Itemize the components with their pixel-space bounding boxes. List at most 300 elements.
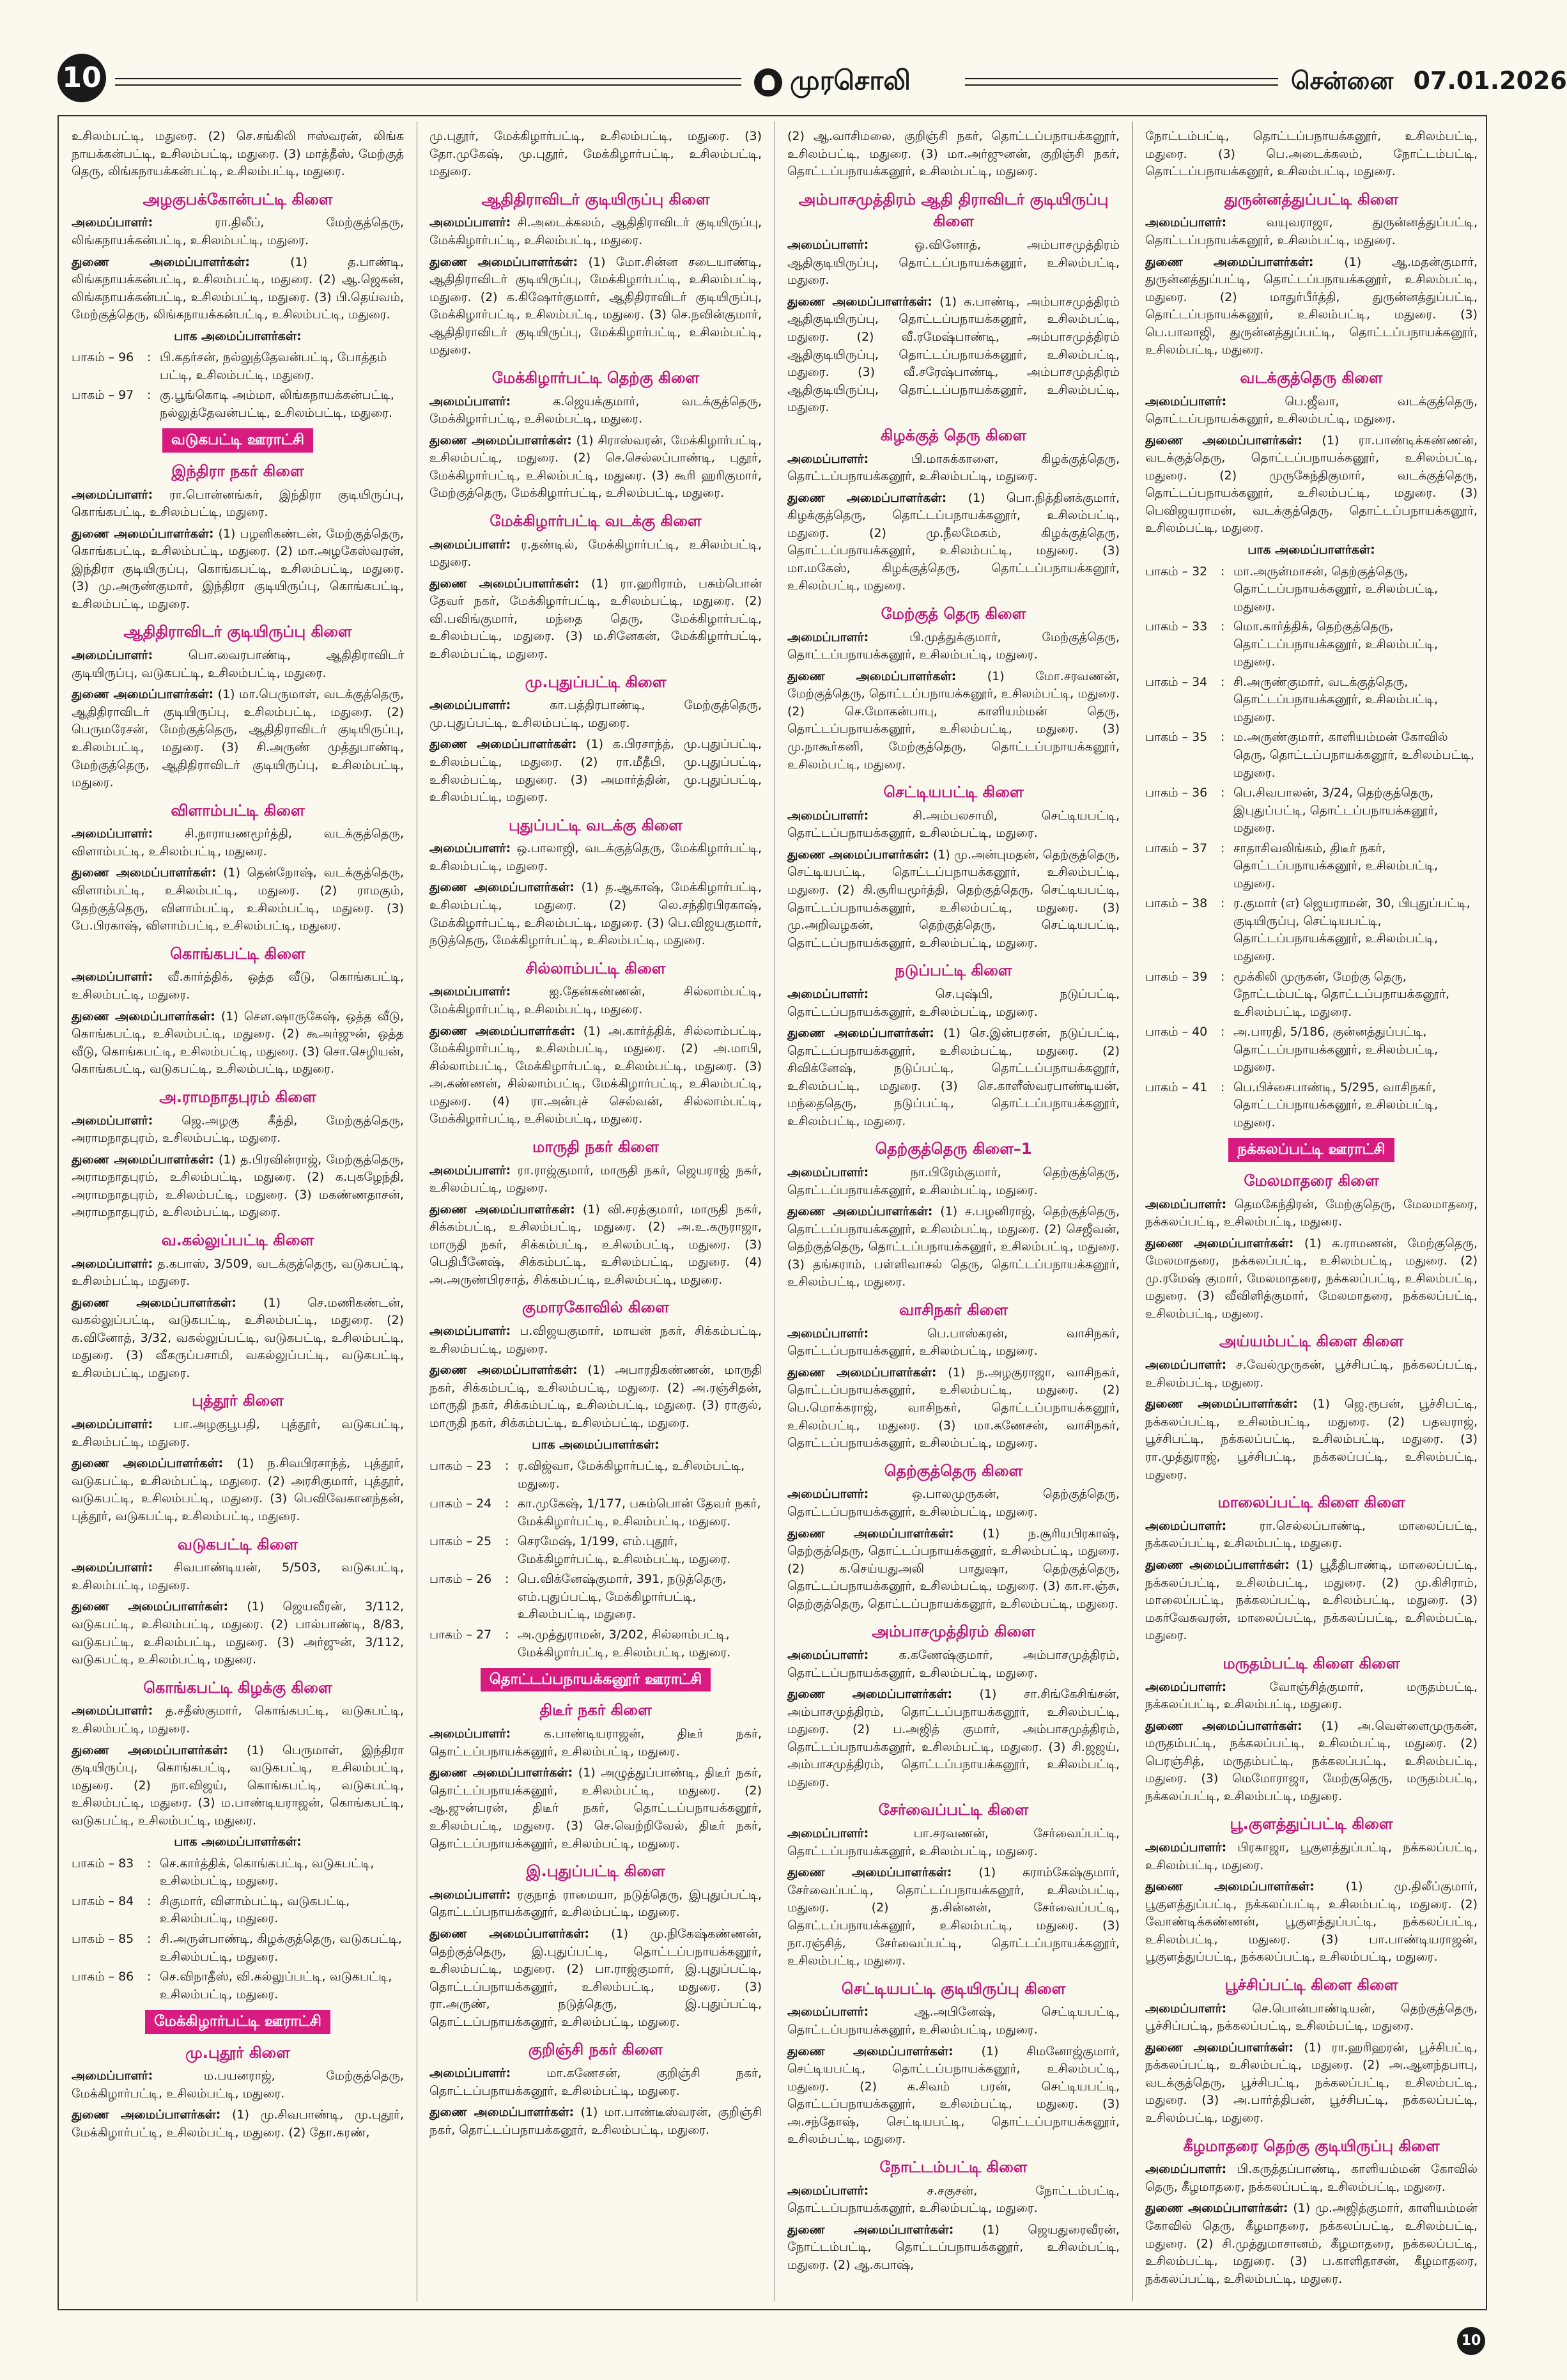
- role-label: துணை அமைப்பாளர்கள்:: [1145, 1718, 1302, 1733]
- branch-heading: மேற்குத் தெரு கிளை: [881, 604, 1026, 623]
- member-entry: [72, 1702, 404, 1738]
- member-entry: [72, 968, 404, 1004]
- booth-colon: :: [147, 1894, 151, 1908]
- booth-label: பாகம் – 39: [1145, 969, 1208, 984]
- booth-entry: [72, 1893, 404, 1928]
- booth-member: ர.குமார் (எ) ஜெயராமன், 30, பிபுதுப்பட்டி, குடியிருப்பு, செட்டியபட்டி, தொட்டப்பநாயக்கனூர், உசிலம்பட்டி, மதுரை.: [1233, 896, 1471, 964]
- member-text: (1) க.பிரசாந்த், மு.புதுப்பட்டி, உசிலம்பட்டி, மதுரை. (2) ரா.மீதீபி, மு.புதுப்பட்டி, உசிலம்பட்டி, மதுரை. (3) அமார்த்தின், மு.புதுப்பட்டி, உசிலம்பட்டி, மதுரை.: [429, 737, 762, 805]
- member-text: (1) செ.மணிகண்டன், வகல்லுப்பட்டி, வடுகபட்டி, உசிலம்பட்டி, மதுரை. (2) க.வினோத், 3/32, வகல்லுப்பட்டி, வடுகபட்டி, உசிலம்பட்டி, மதுரை. (3) வீகருப்பசாமி, வகல்லுப்பட்டி, வடுகபட்டி, உசிலம்பட்டி, மதுரை.: [72, 1295, 404, 1380]
- branch-heading: அழகுபக்கோன்பட்டி கிளை: [143, 190, 333, 208]
- branch-heading: கொங்கபட்டி கிளை: [170, 944, 305, 963]
- member-text: (1) த.பிரவின்ராஜ், மேற்குத்தெரு, அராமநாதபுரம், உசிலம்பட்டி, மதுரை. (2) க.புகழேந்தி, அராமநாதபுரம், உசிலம்பட்டி, மதுரை. (3) மகண்ணதாசன், அராமநாதபுரம், உசிலம்பட்டி, மதுரை.: [72, 1152, 404, 1220]
- member-entry: [787, 1364, 1120, 1452]
- member-entry: [787, 490, 1120, 595]
- member-entry: [787, 807, 1120, 843]
- member-entry: [1145, 1557, 1478, 1645]
- panchayat-name: மேக்கிழார்பட்டி ஊராட்சி: [145, 2010, 330, 2034]
- booth-label: பாகம் – 33: [1145, 619, 1208, 634]
- branch-heading: ஆதிதிராவிடர் குடியிருப்பு கிளை: [481, 190, 710, 208]
- member-text: வோஞ்சித்குமார், மருதம்பட்டி, நக்கலப்பட்டி, உசிலம்பட்டி, மதுரை.: [1145, 1679, 1478, 1712]
- member-text: (1) ஆ.மதன்குமார், துருன்னத்துப்பட்டி, தொட்டப்பநாயக்கனூர், உசிலம்பட்டி, மதுரை. (2) மாதுர்பீர்த்தி, துருன்னத்துப்பட்டி, தொட்டப்பநாயக்கனூர், உசிலம்பட்டி, மதுரை. (3) பெ.பாலாஜி, துருன்னத்துப்பட்டி, தொட்டப்பநாயக்கனூர், உசிலம்பட்டி, மதுரை.: [1145, 254, 1478, 357]
- text-column-1: [72, 128, 404, 2295]
- member-entry: [72, 1455, 404, 1525]
- role-label: துணை அமைப்பாளர்கள்:: [787, 1865, 952, 1880]
- member-text: ஜெ.அழகு கீத்தி, மேற்குத்தெரு, அராமநாதபுரம், உசிலம்பட்டி, மதுரை.: [72, 1113, 404, 1146]
- booth-entry: [1145, 674, 1478, 727]
- member-text: செ.பொன்பாண்டியன், தெற்குத்தெரு, பூச்சிப்பட்டி, நக்கலப்பட்டி, உசிலம்பட்டி, மதுரை.: [1145, 2001, 1478, 2034]
- booth-entry: [72, 349, 404, 384]
- member-entry: [429, 432, 762, 502]
- member-text: சி.அடைக்கலம், ஆதிதிராவிடர் குடியிருப்பு, மேக்கிழார்பட்டி, உசிலம்பட்டி, மதுரை.: [429, 215, 762, 247]
- booth-colon: :: [1221, 730, 1225, 745]
- column-divider: [1132, 121, 1133, 2301]
- member-text: பா.அழகுபூபதி, புத்தூர், வடுகபட்டி, உசிலம்பட்டி, மதுரை.: [72, 1417, 404, 1449]
- member-text: (1) அ.வெள்ளைமுருகன், மருதம்பட்டி, நக்கலப்பட்டி, உசிலம்பட்டி, மதுரை. (2) பெரஞ்சித், மருதம்பட்டி, நக்கலப்பட்டி, உசிலம்பட்டி, மதுரை. (3) மெமோராஜா, மேற்குதெரு, மருதம்பட்டி, நக்கலப்பட்டி, உசிலம்பட்டி, மதுரை.: [1145, 1718, 1478, 1803]
- member-text: ரா.பொன்னங்கர், இந்திரா குடியிருப்பு, கொங்கபட்டி, உசிலம்பட்டி, மதுரை.: [72, 487, 404, 520]
- member-text: (1) மு.நிகேஷ்கண்ணன், தெற்குத்தெரு, இ.புதுப்பட்டி, தொட்டப்பநாயக்கனூர், உசிலம்பட்டி, மதுரை. (2) பா.ராஜ்குமார், இ.புதுப்பட்டி, தொட்டப்பநாயக்கனூர், உசிலம்பட்டி, மதுரை. (3) ரா.அருண், நடுத்தெரு, இ.புதுப்பட்டி, தொட்டப்பநாயக்கனூர், உசிலம்பட்டி, மதுரை.: [429, 1926, 762, 2029]
- panchayat-banner: [72, 428, 404, 452]
- role-label: அமைப்பாளர்:: [429, 2066, 511, 2081]
- booth-label: பாகம் – 38: [1145, 896, 1208, 911]
- role-label: அமைப்பாளர்:: [72, 2069, 153, 2083]
- member-text: பெ.ஜீவா, வடக்குத்தெரு, தொட்டப்பநாயக்கனூர், உசிலம்பட்டி, மதுரை.: [1145, 394, 1478, 426]
- role-label: துணை அமைப்பாளர்கள்:: [429, 1023, 576, 1038]
- member-entry: [72, 1256, 404, 1291]
- role-label: அமைப்பாளர்:: [72, 1256, 153, 1271]
- member-text: (1) ரா.ஹரிராம், பசும்பொன் தேவர் நகர், மேக்கிழார்பட்டி, உசிலம்பட்டி, மதுரை. (2) வி.பவிங்குமார், மந்தை தெரு, மேக்கிழார்பட்டி, உசிலம்பட்டி, மதுரை. (3) ம.சினேகன், மேக்கிழார்பட்டி, உசிலம்பட்டி, மதுரை.: [429, 576, 762, 661]
- role-label: அமைப்பாளர்:: [1145, 1197, 1227, 1211]
- member-text: க.பாண்டியராஜன், திடீர் நகர், தொட்டப்பநாயக்கனூர், உசிலம்பட்டி, மதுரை.: [429, 1727, 762, 1759]
- role-label: துணை அமைப்பாளர்கள்:: [72, 2108, 221, 2122]
- member-entry: [72, 647, 404, 682]
- role-label: துணை அமைப்பாளர்கள்:: [429, 254, 578, 269]
- masthead-rule-left: [115, 78, 741, 86]
- branch-heading: தெற்குத்தெரு கிளை: [884, 1461, 1023, 1480]
- panchayat-name: வடுகபட்டி ஊராட்சி: [162, 428, 313, 452]
- booth-colon: :: [1221, 896, 1225, 911]
- booth-member: சி.அருண்குமார், வடக்குத்தெரு, தொட்டப்பநாயக்கனூர், உசிலம்பட்டி, மதுரை.: [1233, 674, 1439, 724]
- booth-colon: :: [505, 1628, 509, 1642]
- member-entry: [787, 629, 1120, 664]
- member-text: (1) ந.அழகுராஜா, வாசிநகர், தொட்டப்பநாயக்கனூர், உசிலம்பட்டி, மதுரை. (2) பெ.மொக்கராஜ், வாசிநகர், தொட்டப்பநாயக்கனூர், உசிலம்பட்டி, மதுரை. (3) மா.கணேசன், வாசிநகர், தொட்டப்பநாயக்கனூர், உசிலம்பட்டி, மதுரை.: [787, 1365, 1120, 1451]
- member-text: வீ.கார்த்திக், ஒத்த வீடு, கொங்கபட்டி, உசிலம்பட்டி, மதுரை.: [72, 970, 404, 1002]
- panchayat-banner: [1145, 1138, 1478, 1162]
- branch-heading: அய்யம்பட்டி கிளை கிளை: [1219, 1332, 1403, 1351]
- member-entry: [1145, 214, 1478, 249]
- role-label: துணை அமைப்பாளர்கள்:: [1145, 1879, 1315, 1894]
- role-label: துணை அமைப்பாளர்கள்:: [72, 687, 214, 702]
- member-text: செ.புஷ்பி, நடுப்பட்டி, தொட்டப்பநாயக்கனூர், உசிலம்பட்டி, மதுரை.: [787, 987, 1120, 1019]
- role-label: துணை அமைப்பாளர்கள்:: [429, 880, 575, 895]
- role-label: துணை அமைப்பாளர்கள்:: [429, 576, 580, 591]
- member-entry: [1145, 254, 1478, 359]
- role-label: அமைப்பாளர்:: [72, 487, 153, 502]
- branch-heading: மேக்கிழார்பட்டி வடக்கு கிளை: [490, 511, 702, 530]
- member-entry: [429, 1886, 762, 1922]
- booth-member: மா.அருள்மாசன், தெற்குத்தெரு, தொட்டப்பநாயக்கனூர், உசிலம்பட்டி, மதுரை.: [1233, 564, 1439, 614]
- role-label: துணை அமைப்பாளர்கள்:: [429, 1926, 589, 1941]
- booth-colon: :: [505, 1534, 509, 1549]
- member-text: (1) த.ஆகாஷ், மேக்கிழார்பட்டி, உசிலம்பட்டி, மதுரை. (2) லெ.சந்திரபிரகாஷ், மேக்கிழார்பட்டி, உசிலம்பட்டி, மதுரை. (3) பெ.விஜயகுமார், நடுத்தெரு, மேக்கிழார்பட்டி, உசிலம்பட்டி, மதுரை.: [429, 880, 762, 948]
- member-entry: [787, 451, 1120, 486]
- booth-entry: [1145, 1023, 1478, 1077]
- role-label: துணை அமைப்பாளர்கள்:: [72, 1456, 224, 1471]
- continued-text: மு.புதூர், மேக்கிழார்பட்டி, உசிலம்பட்டி, மதுரை. (3) தோ.முகேஷ், மு.புதூர், மேக்கிழார்பட்டி, உசிலம்பட்டி, மதுரை.: [429, 129, 762, 179]
- booth-label: பாகம் – 26: [429, 1572, 492, 1587]
- member-entry: [1145, 1679, 1478, 1714]
- member-text: (1) மா.பெருமாள், வடக்குத்தெரு, ஆதிதிராவிடர் குடியிருப்பு, உசிலம்பட்டி, மதுரை. (2) பெருமரேசன், மேற்குத்தெரு, ஆதிதிராவிடர் குடியிருப்பு, உசிலம்பட்டி, மதுரை. (3) சி.அருண் முத்துபாண்டி, மேற்குத்தெரு, ஆதிதிராவிடர் குடியிருப்பு, உசிலம்பட்டி, மதுரை.: [72, 687, 404, 790]
- booth-label: பாகம் – 83: [72, 1856, 134, 1871]
- booth-entry: [72, 387, 404, 422]
- role-label: துணை அமைப்பாளர்கள்:: [429, 433, 572, 447]
- member-entry: [429, 1362, 762, 1432]
- branch-heading: வாசிநகர் கிளை: [899, 1301, 1008, 1319]
- branch-heading: மு.புதுப்பட்டி கிளை: [525, 673, 667, 691]
- member-entry: [787, 1025, 1120, 1130]
- branch-heading: குமாரகோவில் கிளை: [522, 1298, 669, 1317]
- role-label: அமைப்பாளர்:: [1145, 394, 1227, 408]
- member-entry: [787, 2182, 1120, 2218]
- member-text: (1) பூதீதிபாண்டி, மாலைப்பட்டி, நக்கலப்பட்டி, உசிலம்பட்டி, மதுரை. (2) மு.கிசிராம், மாலைப்பட்டி, நக்கலப்பட்டி, உசிலம்பட்டி, மதுரை. (3) மகர்வேசுவரன், மாலைப்பட்டி, நக்கலப்பட்டி, உசிலம்பட்டி, மதுரை.: [1145, 1557, 1478, 1643]
- member-text: ம.பயனராஜ், மேற்குத்தெரு, மேக்கிழார்பட்டி, உசிலம்பட்டி, மதுரை.: [72, 2069, 404, 2101]
- member-entry: [72, 254, 404, 324]
- booth-colon: :: [1221, 841, 1225, 855]
- booth-entry: [1145, 729, 1478, 782]
- booth-entry: [1145, 563, 1478, 616]
- booth-entry: [72, 1931, 404, 1966]
- member-entry: [429, 1201, 762, 1289]
- member-text: சி.நாராயணமூர்த்தி, வடக்குத்தெரு, விளாம்பட்டி, உசிலம்பட்டி, மதுரை.: [72, 827, 404, 859]
- member-entry: [787, 668, 1120, 774]
- booth-colon: :: [147, 388, 151, 403]
- member-text: (1) த.பாண்டி, லிங்கநாயக்கன்பட்டி, உசிலம்பட்டி, மதுரை. (2) ஆ.ஜெகன், லிங்கநாயக்கன்பட்டி, உசிலம்பட்டி, மதுரை. (3) பி.தெய்வம், மேற்குத்தெரு, லிங்கநாயக்கன்பட்டி, உசிலம்பட்டி, மதுரை.: [72, 254, 405, 322]
- member-text: (1) அபாரதிகண்ணன், மாருதி நகர், சிக்கம்பட்டி, உசிலம்பட்டி, மதுரை. (2) அ.ரஞ்சிதன், மாருதி நகர், சிக்கம்பட்டி, உசிலம்பட்டி, மதுரை. (3) ராகுல், மாருதி நகர், சிக்கம்பட்டி, உசிலம்பட்டி, மதுரை.: [429, 1363, 762, 1430]
- section-subheading: பாக அமைப்பாளர்கள்:: [1247, 542, 1375, 557]
- masthead: [58, 50, 1567, 107]
- member-text: த.கபாஸ், 3/509, வடக்குத்தெரு, வடுகபட்டி, உசிலம்பட்டி, மதுரை.: [72, 1256, 404, 1289]
- role-label: அமைப்பாளர்:: [72, 970, 153, 984]
- role-label: அமைப்பாளர்:: [72, 1417, 153, 1432]
- role-label: அமைப்பாளர்:: [429, 841, 511, 856]
- branch-heading: இந்திரா நகர் கிளை: [171, 462, 304, 480]
- branch-heading: வடக்குத்தெரு கிளை: [1240, 368, 1383, 387]
- member-text: (1) வி.சரத்குமார், மாருதி நகர், சிக்கம்பட்டி, உசிலம்பட்டி, மதுரை. (2) அ.உ.கருராஜா, மாருதி நகர், சிக்கம்பட்டி, உசிலம்பட்டி, மதுரை. (3) பெதிபீனேஷ், சிக்கம்பட்டி, உசிலம்பட்டி, மதுரை. (4) அ.அருண்பிரசாத், சிக்கம்பட்டி, உசிலம்பட்டி, மதுரை.: [429, 1202, 762, 1287]
- role-label: அமைப்பாளர்:: [429, 984, 511, 999]
- booth-member: பெ.விக்னேஷ்குமார், 391, நடுத்தெரு, எம்.புதுப்பட்டி, மேக்கிழார்பட்டி, உசிலம்பட்டி, மதுரை.: [518, 1572, 727, 1622]
- branch-heading: சில்லாம்பட்டி கிளை: [525, 959, 666, 977]
- role-label: அமைப்பாளர்:: [1145, 1679, 1227, 1694]
- member-entry: [1145, 1718, 1478, 1806]
- panchayat-name: தொட்டப்பநாயக்கனூர் ஊராட்சி: [481, 1668, 711, 1692]
- member-entry: [429, 214, 762, 249]
- booth-member: கு.பூங்கொடி அம்மா, லிங்கநாயக்கன்பட்டி, நல்லுத்தேவன்பட்டி, உசிலம்பட்டி, மதுரை.: [160, 388, 394, 420]
- member-text: மா.கணேசன், குறிஞ்சி நகர், தொட்டப்பநாயக்கனூர், உசிலம்பட்டி, மதுரை.: [429, 2066, 762, 2098]
- booth-label: பாகம் – 35: [1145, 730, 1208, 745]
- role-label: துணை அமைப்பாளர்கள்:: [72, 866, 217, 880]
- member-entry: [1145, 1357, 1478, 1392]
- branch-heading: மு.புதூர் கிளை: [185, 2043, 290, 2062]
- role-label: அமைப்பாளர்:: [72, 648, 153, 663]
- dateline: [1291, 56, 1567, 105]
- member-entry: [72, 825, 404, 860]
- member-text: (1) ஜெயவீரன், 3/112, வடுகபட்டி, உசிலம்பட்டி, மதுரை. (2) பால்பாண்டி, 8/83, வடுகபட்டி, உசிலம்பட்டி, மதுரை. (3) அர்ஜுன், 3/112, வடுகபட்டி, உசிலம்பட்டி, மதுரை.: [72, 1599, 404, 1667]
- member-text: பொ.வைரபாண்டி, ஆதிதிராவிடர் குடியிருப்பு, வடுகபட்டி, உசிலம்பட்டி, மதுரை.: [72, 648, 405, 680]
- branch-heading: வடுகபட்டி கிளை: [177, 1535, 298, 1553]
- member-entry: [787, 1486, 1120, 1521]
- booth-member: செ.கார்த்திக், கொங்கபட்டி, வடுகபட்டி, உசிலம்பட்டி, மதுரை.: [160, 1856, 374, 1888]
- member-text: ஒ.வினோத், அம்பாசமுத்திரம் ஆதிகுடியிருப்பு, தொட்டப்பநாயக்கனூர், உசிலம்பட்டி, மதுரை.: [787, 238, 1120, 288]
- member-entry: [787, 2221, 1120, 2275]
- role-label: அமைப்பாளர்:: [787, 630, 869, 644]
- booth-label: பாகம் – 27: [429, 1628, 492, 1642]
- role-label: துணை அமைப்பாளர்கள்:: [787, 2222, 954, 2237]
- member-entry: [72, 2067, 404, 2103]
- member-text: ரா.திலீப், மேற்குத்தெரு, லிங்கநாயக்கன்பட்டி, உசிலம்பட்டி, மதுரை.: [72, 215, 404, 247]
- text-column-4: [1145, 128, 1478, 2295]
- booth-colon: :: [1221, 786, 1225, 800]
- booth-label: பாகம் – 24: [429, 1497, 492, 1511]
- continued-text: (2) ஆ.வாசிமலை, குறிஞ்சி நகர், தொட்டப்பநாயக்கனூர், உசிலம்பட்டி, மதுரை. (3) மா.அர்ஜுனன், குறிஞ்சி நகர், தொட்டப்பநாயக்கனூர், உசிலம்பட்டி, மதுரை.: [787, 129, 1120, 179]
- member-entry: [429, 536, 762, 572]
- role-label: துணை அமைப்பாளர்கள்:: [1145, 1397, 1298, 1412]
- role-label: அமைப்பாளர்:: [787, 808, 869, 823]
- member-entry: [787, 1686, 1120, 1791]
- member-text: (1) பெருமாள், இந்திரா குடியிருப்பு, கொங்கபட்டி, வடுகபட்டி, உசிலம்பட்டி, மதுரை. (2) நா.விஜய், கொங்கபட்டி, வடுகபட்டி, உசிலம்பட்டி, மதுரை. (3) ம.பாண்டியராஜன், கொங்கபட்டி, வடுகபட்டி, உசிலம்பட்டி, மதுரை.: [72, 1743, 404, 1828]
- role-label: அமைப்பாளர்:: [429, 698, 511, 713]
- role-label: அமைப்பாளர்:: [787, 1165, 869, 1180]
- member-text: (1) ச.பழனிராஜ், தெற்குத்தெரு, தொட்டப்பநாயக்கனூர், உசிலம்பட்டி, மதுரை. (2) செஜீவன், தெற்குத்தெரு, தொட்டப்பநாயக்கனூர், உசிலம்பட்டி, மதுரை. (3) தங்கராம், பள்ளிவாசல் தெரு, தொட்டப்பநாயக்கனூர், உசிலம்பட்டி, மதுரை.: [787, 1204, 1120, 1289]
- booth-label: பாகம் – 36: [1145, 786, 1208, 800]
- member-entry: [72, 1598, 404, 1668]
- member-entry: [1145, 432, 1478, 538]
- member-entry: [1145, 2200, 1478, 2288]
- branch-heading: கீழமாதரை தெற்கு குடியிருப்பு கிளை: [1183, 2136, 1440, 2155]
- member-entry: [1145, 1196, 1478, 1231]
- branch-heading: குறிஞ்சி நகர் கிளை: [528, 2041, 663, 2059]
- member-entry: [72, 486, 404, 522]
- role-label: அமைப்பாளர்:: [787, 1648, 869, 1663]
- role-label: அமைப்பாளர்:: [787, 987, 869, 1002]
- member-text: (1) ரா.ஹரிஹரன், பூச்சிபட்டி, நக்கலப்பட்டி, உசிலம்பட்டி, மதுரை. (2) அ.ஆனந்தபாபு, வடக்குத்தெரு, பூச்சிபட்டி, நக்கலப்பட்டி, உசிலம்பட்டி, மதுரை. (3) அ.பார்த்திபன், பூச்சிபட்டி, நக்கலப்பட்டி, உசிலம்பட்டி, மதுரை.: [1145, 2040, 1478, 2126]
- branch-heading: மாருதி நகர் கிளை: [532, 1137, 659, 1156]
- member-text: ஐ.தேன்கண்ணன், சில்லாம்பட்டி, மேக்கிழார்பட்டி, உசிலம்பட்டி, மதுரை.: [429, 984, 762, 1017]
- booth-label: பாகம் – 40: [1145, 1025, 1208, 1039]
- member-text: பெ.பாஸ்கரன், வாசிநகர், தொட்டப்பநாயக்கனூர், உசிலம்பட்டி, மதுரை.: [787, 1326, 1120, 1358]
- member-text: (1) மு.அஜித்குமார், காளியம்மன் கோவில் தெரு, கீழமாதரை, நக்கலப்பட்டி, உசிலம்பட்டி, மதுரை. (2) சி.முத்துமாசானம், கீழமாதரை, நக்கலப்பட்டி, உசிலம்பட்டி, மதுரை. (3) ப.காளிதாசன், கீழமாதரை, நக்கலப்பட்டி, உசிலம்பட்டி, மதுரை.: [1145, 2201, 1478, 2286]
- member-entry: [1145, 1396, 1478, 1484]
- member-entry: [429, 393, 762, 428]
- member-text: ர.தண்டில், மேக்கிழார்பட்டி, உசிலம்பட்டி, மதுரை.: [429, 537, 762, 570]
- booth-entry: [72, 1855, 404, 1890]
- role-label: அமைப்பாளர்:: [787, 1487, 869, 1502]
- booth-colon: :: [505, 1572, 509, 1587]
- booth-colon: :: [147, 1970, 151, 1984]
- booth-colon: :: [1221, 1025, 1225, 1039]
- branch-heading: மருதம்பட்டி கிளை கிளை: [1223, 1654, 1400, 1672]
- booth-entry: [429, 1533, 762, 1568]
- member-text: (1) மோ.சின்ன சடையாண்டி, ஆதிதிராவிடர் குடியிருப்பு, மேக்கிழார்பட்டி, உசிலம்பட்டி, மதுரை. (2) க.கிஷோர்குமார், ஆதிதிராவிடர் குடியிருப்பு, மேக்கிழார்பட்டி, உசிலம்பட்டி, மதுரை. (3) செ.நவின்குமார், ஆதிதிராவிடர் குடியிருப்பு, மேக்கிழார்பட்டி, உசிலம்பட்டி, மதுரை.: [429, 254, 762, 357]
- booth-member: கா.முகேஷ், 1/177, பசும்பொன் தேவர் நகர், மேக்கிழார்பட்டி, உசிலம்பட்டி, மதுரை.: [518, 1497, 761, 1528]
- branch-heading: கிழக்குத் தெரு கிளை: [880, 426, 1027, 444]
- member-text: பி.முத்துக்குமார், மேற்குத்தெரு, தொட்டப்பநாயக்கனூர், உசிலம்பட்டி, மதுரை.: [787, 630, 1120, 662]
- role-label: துணை அமைப்பாளர்கள்:: [72, 254, 250, 269]
- booth-entry: [72, 1968, 404, 2003]
- role-label: அமைப்பாளர்:: [72, 1113, 153, 1128]
- role-label: அமைப்பாளர்:: [787, 1826, 869, 1841]
- booth-colon: :: [1221, 674, 1225, 689]
- section-subheading: பாக அமைப்பாளர்கள்:: [532, 1437, 660, 1452]
- branch-heading: மேலமாதரை கிளை: [1244, 1171, 1379, 1190]
- role-label: அமைப்பாளர்:: [429, 215, 511, 230]
- member-entry: [429, 697, 762, 732]
- member-entry: [429, 575, 762, 664]
- role-label: துணை அமைப்பாளர்கள்:: [1145, 2201, 1288, 2216]
- member-text: ரகுநாத் ராமையா, நடுத்தெரு, இபுதுப்பட்டி, தொட்டப்பநாயக்கனூர், உசிலம்பட்டி, மதுரை.: [429, 1887, 762, 1920]
- booth-colon: :: [1221, 619, 1225, 634]
- role-label: துணை அமைப்பாளர்கள்:: [72, 1009, 215, 1023]
- booth-member: ம.அருண்குமார், காளியம்மன் கோவில் தெரு, தொட்டப்பநாயக்கனூர், உசிலம்பட்டி, மதுரை.: [1233, 730, 1474, 780]
- member-entry: [429, 2104, 762, 2139]
- branch-heading: புத்தூர் கிளை: [192, 1392, 284, 1410]
- member-text: க.ஜெயக்குமார், வடக்குத்தெரு, மேக்கிழார்பட்டி, உசிலம்பட்டி, மதுரை.: [429, 394, 762, 426]
- member-entry: [1145, 393, 1478, 428]
- member-entry: [787, 1325, 1120, 1360]
- booth-entry: [429, 1626, 762, 1661]
- role-label: துணை அமைப்பாளர்கள்:: [72, 526, 214, 541]
- member-text: சிவபாண்டியன், 5/503, வடுகபட்டி, உசிலம்பட்டி, மதுரை.: [72, 1560, 404, 1592]
- member-text: (1) செள.ஷாருகேஷ், ஒத்த வீடு, கொங்கபட்டி, உசிலம்பட்டி, மதுரை. (2) கூஅர்ஜுன், ஒத்த வீடு, கொங்கபட்டி, உசிலம்பட்டி, மதுரை. (3) சொ.செழியன், கொங்கபட்டி, வடுகபட்டி, உசிலம்பட்டி, மதுரை.: [72, 1009, 404, 1077]
- role-label: அமைப்பாளர்:: [72, 1560, 153, 1575]
- member-text: த.சதீஸ்குமார், கொங்கபட்டி, வடுகபட்டி, உசிலம்பட்டி, மதுரை.: [72, 1704, 404, 1736]
- role-label: துணை அமைப்பாளர்கள்:: [72, 1743, 228, 1757]
- role-label: அமைப்பாளர்:: [1145, 1840, 1227, 1855]
- booth-colon: :: [505, 1497, 509, 1511]
- member-text: ப.விஜயகுமார், மாயன் நகர், சிக்கம்பட்டி, உசிலம்பட்டி, மதுரை.: [429, 1324, 762, 1356]
- member-text: வயுவராஜா, துருன்னத்துப்பட்டி, தொட்டப்பநாயக்கனூர், உசிலம்பட்டி, மதுரை.: [1145, 215, 1478, 247]
- role-label: துணை அமைப்பாளர்கள்:: [787, 490, 947, 505]
- sun-logo-icon: [754, 68, 782, 97]
- member-entry: [72, 1295, 404, 1383]
- role-label: துணை அமைப்பாளர்கள்:: [429, 1363, 578, 1378]
- booth-label: பாகம் – 96: [72, 350, 134, 365]
- branch-heading: புதுப்பட்டி வடக்கு கிளை: [509, 816, 683, 834]
- booth-label: பாகம் – 34: [1145, 674, 1208, 689]
- booth-label: பாகம் – 25: [429, 1534, 492, 1549]
- role-label: துணை அமைப்பாளர்கள்:: [787, 669, 957, 683]
- branch-heading: நடுப்பட்டி கிளை: [895, 961, 1012, 980]
- role-label: அமைப்பாளர்:: [429, 537, 511, 552]
- member-entry: [72, 1151, 404, 1222]
- panchayat-banner: [72, 2010, 404, 2034]
- branch-heading: அ.ராமநாதபுரம் கிளை: [159, 1087, 316, 1106]
- masthead-rule-right: [965, 78, 1278, 86]
- member-text: ஒ.பாலாஜி, வடக்குத்தெரு, மேக்கிழார்பட்டி, உசிலம்பட்டி, மதுரை.: [429, 841, 762, 873]
- branch-heading: விளாம்பட்டி கிளை: [171, 801, 305, 820]
- member-text: (1) கராம்கேஷ்குமார், சேர்வைப்பட்டி, தொட்டப்பநாயக்கனூர், உசிலம்பட்டி, மதுரை. (2) த.சின்னன், சேர்வைப்பட்டி, தொட்டப்பநாயக்கனூர், உசிலம்பட்டி, மதுரை. (3) நா.ரஞ்சித், சேர்வைப்பட்டி, தொட்டப்பநாயக்கனூர், உசிலம்பட்டி, மதுரை.: [787, 1865, 1120, 1968]
- booth-colon: :: [1221, 564, 1225, 579]
- role-label: துணை அமைப்பாளர்கள்:: [72, 1599, 229, 1614]
- role-label: அமைப்பாளர்:: [429, 1163, 511, 1178]
- booth-colon: :: [1221, 1080, 1225, 1094]
- member-text: பிரகாஜா, பூகுளத்துப்பட்டி, நக்கலப்பட்டி, உசிலம்பட்டி, மதுரை.: [1145, 1840, 1478, 1872]
- role-label: அமைப்பாளர்:: [1145, 2001, 1227, 2016]
- member-text: பா.சரவணன், சேர்வைப்பட்டி, தொட்டப்பநாயக்கனூர், உசிலம்பட்டி, மதுரை.: [787, 1826, 1120, 1858]
- footer-page-number: 10: [1457, 2327, 1485, 2355]
- branch-heading: இ.புதுப்பட்டி கிளை: [526, 1862, 665, 1881]
- role-label: துணை அமைப்பாளர்கள்:: [1145, 1557, 1290, 1572]
- booth-label: பாகம் – 32: [1145, 564, 1208, 579]
- issue-date: 07.01.2026: [1413, 66, 1567, 95]
- member-text: (1) அ.கார்த்திக், சில்லாம்பட்டி, மேக்கிழார்பட்டி, உசிலம்பட்டி, மதுரை. (2) அ.மாபி, சில்லாம்பட்டி, மேக்கிழார்பட்டி, உசிலம்பட்டி, மதுரை. (3) அ.கண்ணன், சில்லாம்பட்டி, மேக்கிழார்பட்டி, உசிலம்பட்டி, மதுரை. (4) ரா.அன்புச் செல்வன், சில்லாம்பட்டி, மேக்கிழார்பட்டி, உசிலம்பட்டி, மதுரை.: [429, 1023, 762, 1126]
- role-label: அமைப்பாளர்:: [429, 1324, 511, 1339]
- booth-member: செ.விநாதீஸ், வி.கல்லுப்பட்டி, வடுகபட்டி, உசிலம்பட்டி, மதுரை.: [160, 1970, 392, 2002]
- member-entry: [1145, 2000, 1478, 2035]
- role-label: துணை அமைப்பாளர்கள்:: [429, 1202, 575, 1217]
- member-entry: [429, 1162, 762, 1197]
- role-label: அமைப்பாளர்:: [429, 1887, 511, 1902]
- member-entry: [429, 736, 762, 806]
- member-text: நா.பிரேம்குமார், தெற்குத்தெரு, தொட்டப்பநாயக்கனூர், உசிலம்பட்டி, மதுரை.: [787, 1165, 1120, 1197]
- member-entry: [787, 846, 1120, 952]
- member-text: (1) மா.பாண்டீஸ்வரன், குறிஞ்சி நகர், தொட்டப்பநாயக்கனூர், உசிலம்பட்டி, மதுரை.: [429, 2105, 762, 2137]
- member-entry: [787, 293, 1120, 417]
- section-subheading: பாக அமைப்பாளர்கள்:: [174, 329, 302, 343]
- member-text: சி.அம்பலசாமி, செட்டியபட்டி, தொட்டப்பநாயக்கனூர், உசிலம்பட்டி, மதுரை.: [787, 808, 1120, 841]
- branch-heading: திடீர் நகர் கிளை: [539, 1701, 652, 1720]
- role-label: அமைப்பாளர்:: [72, 827, 153, 841]
- booth-entry: [1145, 618, 1478, 671]
- branch-heading: பூச்சிப்பட்டி கிளை கிளை: [1224, 1975, 1398, 1994]
- role-label: அமைப்பாளர்:: [72, 215, 153, 230]
- member-entry: [429, 840, 762, 875]
- branch-heading: மேக்கிழார்பட்டி தெற்கு கிளை: [491, 368, 700, 387]
- role-label: துணை அமைப்பாளர்கள்:: [429, 737, 577, 752]
- role-label: அமைப்பாளர்:: [1145, 1518, 1227, 1533]
- member-entry: [72, 686, 404, 791]
- role-label: அமைப்பாளர்:: [787, 1326, 869, 1341]
- booth-member: பெ.பிச்சைபாண்டி, 5/295, வாசிநகர், தொட்டப்பநாயக்கனூர், உசிலம்பட்டி, மதுரை.: [1233, 1080, 1439, 1130]
- booth-member: மூக்கிலி முருகன், மேற்கு தெரு, நோட்டம்பட்டி, தொட்டப்பநாயக்கனூர், உசிலம்பட்டி, மதுரை.: [1233, 969, 1450, 1019]
- member-text: (1) ரா.பாண்டிக்கண்ணன், வடக்குத்தெரு, தொட்டப்பநாயக்கனூர், உசிலம்பட்டி, மதுரை. (2) முருகேந்திகுமார், வடக்குத்தெரு, தொட்டப்பநாயக்கனூர், உசிலம்பட்டி, மதுரை. (3) பெவிஜயராமன், வடக்குத்தெரு, தொட்டப்பநாயக்கனூர், உசிலம்பட்டி, மதுரை.: [1145, 433, 1478, 536]
- role-label: துணை அமைப்பாளர்கள்:: [1145, 254, 1314, 269]
- member-entry: [1145, 1839, 1478, 1874]
- page-number-badge: 10: [58, 54, 106, 102]
- branch-heading: அம்பாசமுத்திரம் ஆதி திராவிடர் குடியிருப்பு கிளை: [798, 190, 1109, 231]
- member-text: (1) சா.சிங்கேசிங்சன், அம்பாசமுத்திரம், தொட்டப்பநாயக்கனூர், உசிலம்பட்டி, மதுரை. (2) ப.அஜித் குமார், அம்பாசமுத்திரம், தொட்டப்பநாயக்கனூர், உசிலம்பட்டி, மதுரை. (3) சி.ஜஜய், அம்பாசமுத்திரம், தொட்டப்பநாயக்கனூர், உசிலம்பட்டி, மதுரை.: [787, 1687, 1120, 1789]
- role-label: துணை அமைப்பாளர்கள்:: [1145, 433, 1303, 447]
- member-entry: [787, 1164, 1120, 1199]
- booth-entry: [429, 1571, 762, 1624]
- member-text: (1) சிமனோஜ்குமார், செட்டியபட்டி, தொட்டப்பநாயக்கனூர், உசிலம்பட்டி, மதுரை. (2) க.சிவம் பரன், செட்டியபட்டி, தொட்டப்பநாயக்கனூர், உசிலம்பட்டி, மதுரை. (3) அ.சந்தோஷ், செட்டியபட்டி, தொட்டப்பநாயக்கனூர், உசிலம்பட்டி, மதுரை.: [787, 2044, 1120, 2147]
- member-entry: [787, 2043, 1120, 2149]
- member-text: ச.வேல்முருகன், பூச்சிபட்டி, நக்கலப்பட்டி, உசிலம்பட்டி, மதுரை.: [1145, 1358, 1478, 1390]
- role-label: துணை அமைப்பாளர்கள்:: [787, 1687, 953, 1702]
- member-text: கா.பத்திரபாண்டி, மேற்குத்தெரு, மு.புதுப்பட்டி, உசிலம்பட்டி, மதுரை.: [429, 698, 762, 730]
- booth-label: பாகம் – 41: [1145, 1080, 1208, 1094]
- booth-entry: [1145, 895, 1478, 965]
- member-text: (1) க.ராமணன், மேற்குதெரு, மேலமாதரை, நக்கலப்பட்டி, உசிலம்பட்டி, மதுரை. (2) மு.ரமேஷ் குமார், மேலமாதரை, நக்கலப்பட்டி, உசிலம்பட்டி, மதுரை. (3) வீவிளித்குமார், மேலமாதரை, நக்கலப்பட்டி, உசிலம்பட்டி, மதுரை.: [1145, 1236, 1478, 1321]
- member-text: ஒ.பாலமுருகன், தெற்குத்தெரு, தொட்டப்பநாயக்கனூர், உசிலம்பட்டி, மதுரை.: [787, 1487, 1120, 1519]
- member-entry: [72, 1416, 404, 1451]
- member-entry: [787, 1864, 1120, 1970]
- member-text: (1) ஜெயதுரைவீரன், நோட்டம்பட்டி, தொட்டப்பநாயக்கனூர், உசிலம்பட்டி, மதுரை. (2) ஆ.கபாஷ்,: [787, 2222, 1120, 2272]
- booth-label: பாகம் – 86: [72, 1970, 134, 1984]
- booth-colon: :: [147, 1931, 151, 1946]
- member-entry: [787, 1647, 1120, 1682]
- member-entry: [787, 1525, 1120, 1614]
- member-entry: [1145, 2161, 1478, 2196]
- booth-member: பி.கதர்சன், நல்லுத்தேவன்பட்டி, போத்தம் பட்டி, உசிலம்பட்டி, மதுரை.: [160, 350, 387, 382]
